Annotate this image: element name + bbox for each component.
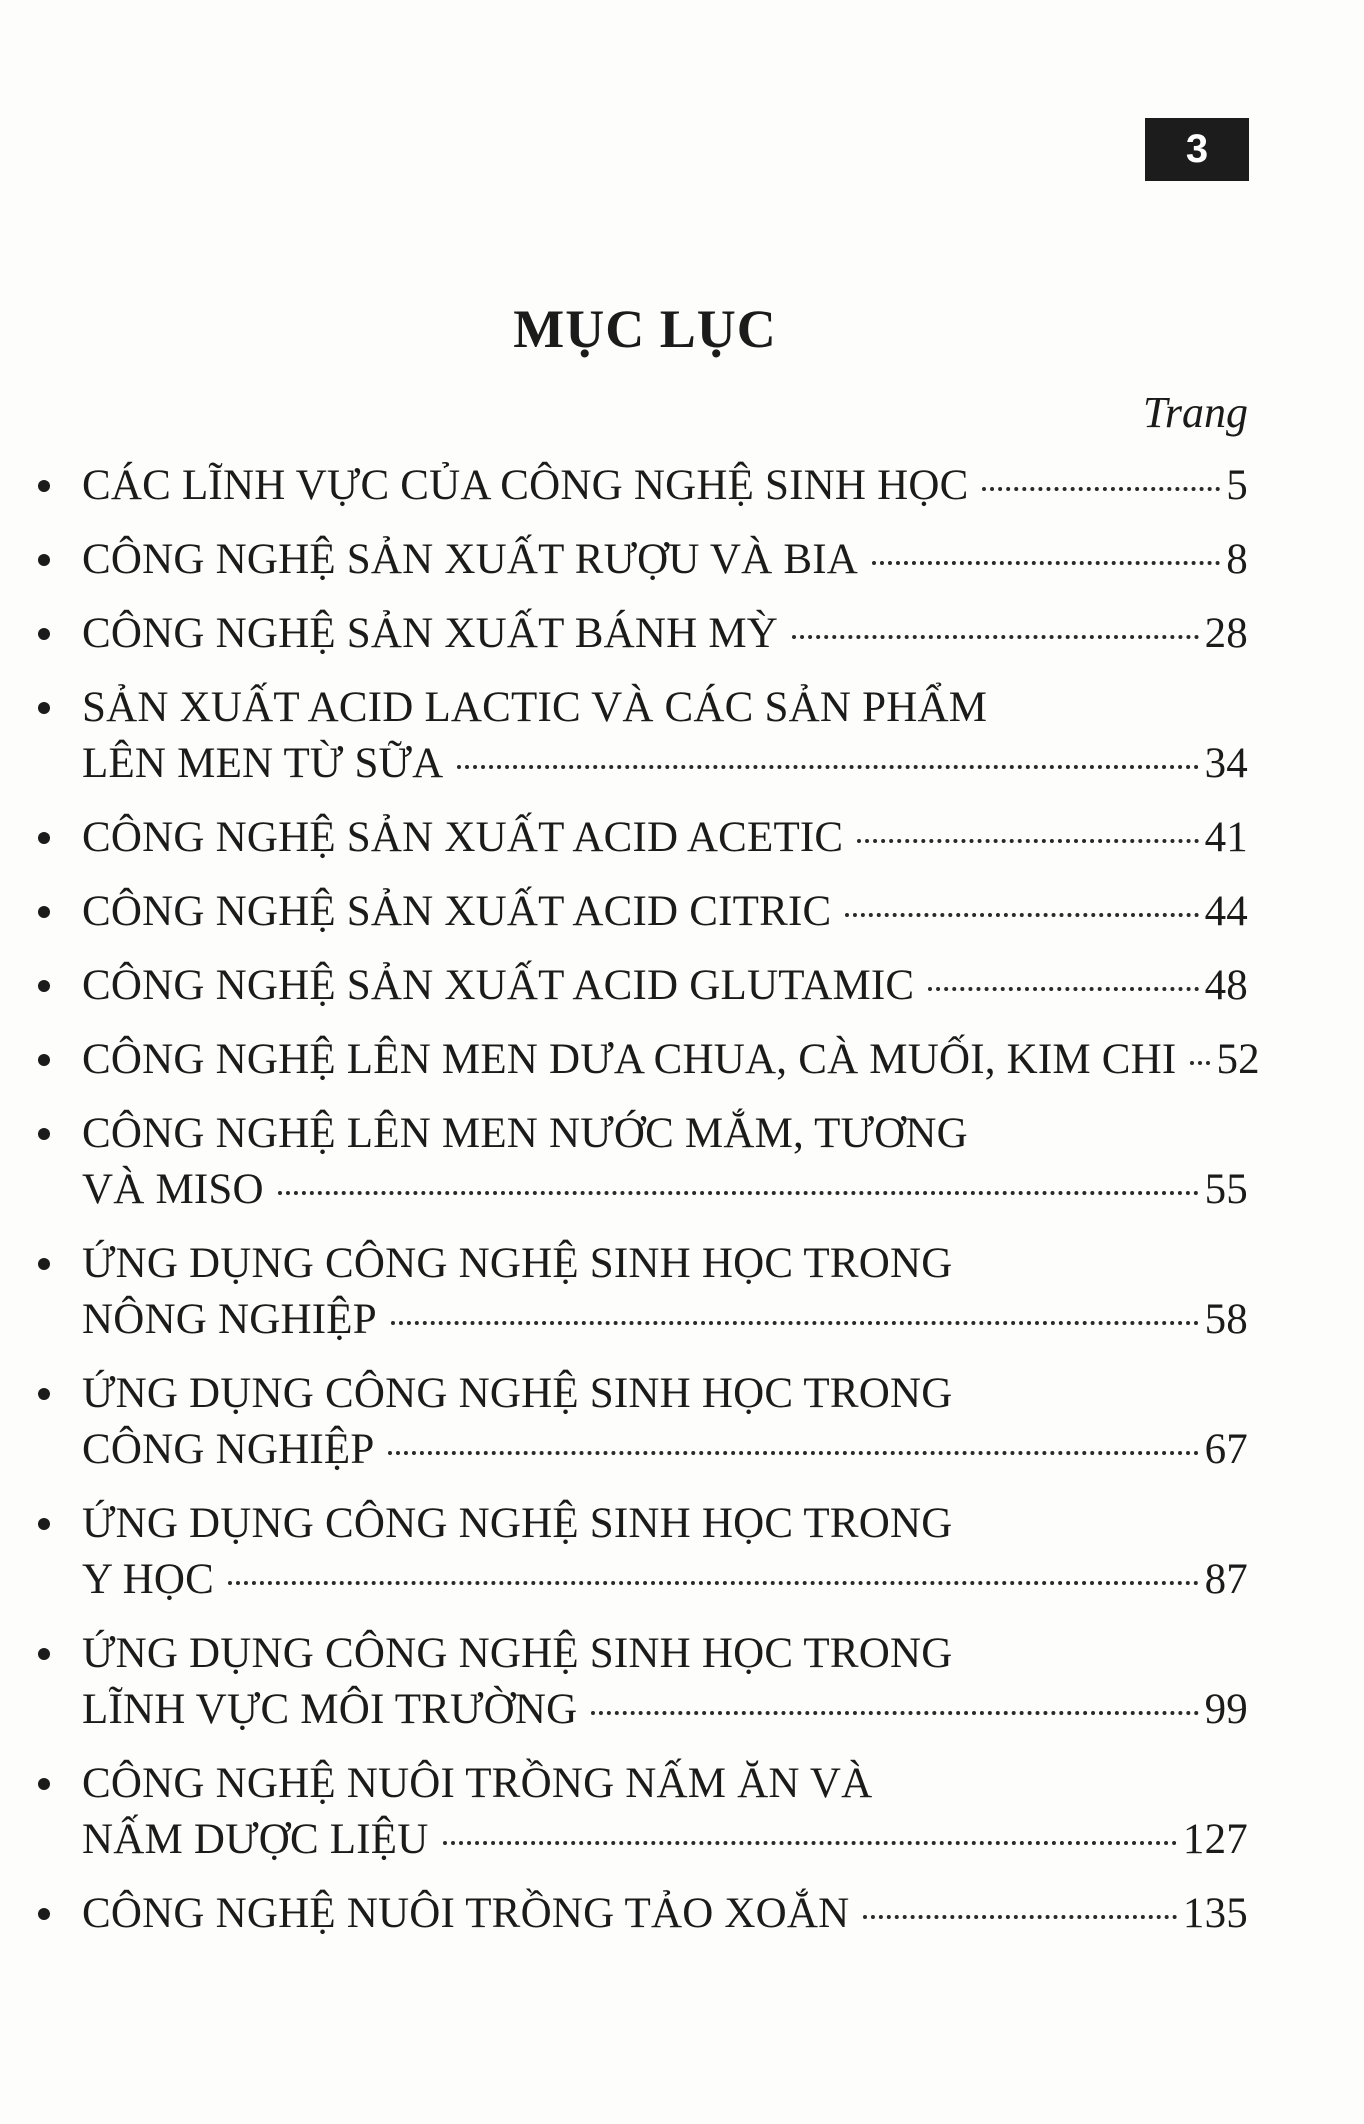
toc-page-number: 99 xyxy=(1204,1686,1248,1733)
dot-leader xyxy=(391,1321,1199,1325)
toc-entry xyxy=(36,1366,1248,1478)
dot-leader xyxy=(857,839,1198,843)
toc-entry-last-line xyxy=(82,958,1248,1014)
toc-entry-title-line: CÔNG NGHIỆP xyxy=(82,1426,375,1473)
toc-entry-title-line: CÔNG NGHỆ SẢN XUẤT ACID GLUTAMIC xyxy=(82,962,915,1009)
toc-entry-title-line: ỨNG DỤNG CÔNG NGHỆ SINH HỌC TRONG xyxy=(82,1370,953,1417)
toc-entry-title-line: NẤM DƯỢC LIỆU xyxy=(82,1816,429,1863)
toc-entry-title-line: VÀ MISO xyxy=(82,1166,264,1213)
toc-entry-title-line: Y HỌC xyxy=(82,1556,214,1603)
toc-entry-last-line xyxy=(82,1162,1248,1218)
bullet-icon xyxy=(38,906,50,918)
toc-entry xyxy=(36,1626,1248,1738)
toc-page-number: 58 xyxy=(1204,1296,1248,1343)
toc-entry xyxy=(36,1756,1248,1868)
toc-entry-title-line: CÔNG NGHỆ SẢN XUẤT BÁNH MỲ xyxy=(82,610,779,657)
toc-page-number: 5 xyxy=(1226,462,1248,509)
toc-entry-last-line xyxy=(82,532,1248,588)
dot-leader xyxy=(457,765,1198,769)
bullet-icon xyxy=(38,1908,50,1920)
toc-entry-title-line: LĨNH VỰC MÔI TRƯỜNG xyxy=(82,1686,578,1733)
dot-leader xyxy=(863,1915,1176,1919)
toc-entry-last-line xyxy=(82,1886,1248,1942)
bullet-icon xyxy=(38,1388,50,1400)
bullet-icon xyxy=(38,554,50,566)
dot-leader xyxy=(388,1451,1198,1455)
bullet-icon xyxy=(38,480,50,492)
toc-entry-title-line: CÔNG NGHỆ SẢN XUẤT ACID CITRIC xyxy=(82,888,832,935)
toc-entry-last-line xyxy=(82,1292,1248,1348)
toc-entry xyxy=(36,958,1248,1014)
toc-entry-last-line xyxy=(82,1032,1260,1088)
page-number-badge: 3 xyxy=(1145,118,1249,181)
toc-page-number: 34 xyxy=(1204,740,1248,787)
dot-leader xyxy=(928,987,1198,991)
dot-leader xyxy=(1190,1061,1210,1065)
toc-entry-title-line: ỨNG DỤNG CÔNG NGHỆ SINH HỌC TRONG xyxy=(82,1240,953,1287)
toc-entry xyxy=(36,1886,1248,1942)
toc-entry-last-line xyxy=(82,1552,1248,1608)
dot-leader xyxy=(278,1191,1199,1195)
dot-leader xyxy=(591,1711,1198,1715)
toc-entry xyxy=(36,884,1248,940)
toc-entry xyxy=(36,532,1248,588)
toc-entry-title-line: CÔNG NGHỆ SẢN XUẤT ACID ACETIC xyxy=(82,814,844,861)
toc-page-number: 55 xyxy=(1204,1166,1248,1213)
dot-leader xyxy=(872,561,1220,565)
toc-entry-last-line xyxy=(82,458,1248,514)
toc-page-number: 41 xyxy=(1204,814,1248,861)
toc-entry-title-line: CÔNG NGHỆ NUÔI TRỒNG NẤM ĂN VÀ xyxy=(82,1760,873,1807)
toc-entry xyxy=(36,606,1248,662)
toc-page-number: 87 xyxy=(1204,1556,1248,1603)
bullet-icon xyxy=(38,628,50,640)
toc-entry-last-line xyxy=(82,1422,1248,1478)
toc-page-number: 52 xyxy=(1216,1036,1260,1083)
toc-page-number: 44 xyxy=(1204,888,1248,935)
bullet-icon xyxy=(38,702,50,714)
toc-entry-last-line xyxy=(82,606,1248,662)
page-title: MỤC LỤC xyxy=(513,299,777,359)
toc-entry-title-line: ỨNG DỤNG CÔNG NGHỆ SINH HỌC TRONG xyxy=(82,1630,953,1677)
toc-entry-last-line xyxy=(82,810,1248,866)
toc-page-number: 8 xyxy=(1226,536,1248,583)
toc-entry-title-line: ỨNG DỤNG CÔNG NGHỆ SINH HỌC TRONG xyxy=(82,1500,953,1547)
bullet-icon xyxy=(38,832,50,844)
dot-leader xyxy=(792,635,1199,639)
toc-entry xyxy=(36,1496,1248,1608)
toc-entry-title-line: CÔNG NGHỆ LÊN MEN NƯỚC MẮM, TƯƠNG xyxy=(82,1110,968,1157)
toc-entry-title-line: CÔNG NGHỆ NUÔI TRỒNG TẢO XOẮN xyxy=(82,1890,850,1937)
dot-leader xyxy=(443,1841,1177,1845)
dot-leader xyxy=(228,1581,1199,1585)
bullet-icon xyxy=(38,1054,50,1066)
toc-entry-title-line: SẢN XUẤT ACID LACTIC VÀ CÁC SẢN PHẨM xyxy=(82,684,988,731)
toc-entry-last-line xyxy=(82,884,1248,940)
toc-entry-last-line xyxy=(82,736,1248,792)
page-column-label: Trang xyxy=(1142,388,1248,437)
toc-page-number: 67 xyxy=(1204,1426,1248,1473)
toc-entry-title-line: CÔNG NGHỆ LÊN MEN DƯA CHUA, CÀ MUỐI, KIM CHI xyxy=(82,1036,1177,1083)
toc-entry-title-line: CÁC LĨNH VỰC CỦA CÔNG NGHỆ SINH HỌC xyxy=(82,462,969,509)
toc-entry xyxy=(36,1032,1260,1088)
toc-entry xyxy=(36,1106,1248,1218)
toc-page-number: 28 xyxy=(1204,610,1248,657)
toc-entry xyxy=(36,1236,1248,1348)
bullet-icon xyxy=(38,1258,50,1270)
toc-entry-title-line: LÊN MEN TỪ SỮA xyxy=(82,740,444,787)
toc-page-number: 48 xyxy=(1204,962,1248,1009)
dot-leader xyxy=(982,487,1220,491)
bullet-icon xyxy=(38,1128,50,1140)
bullet-icon xyxy=(38,1778,50,1790)
toc-entry xyxy=(36,810,1248,866)
bullet-icon xyxy=(38,1518,50,1530)
toc-entry xyxy=(36,458,1248,514)
toc-entry xyxy=(36,680,1248,792)
toc-entry-title-line: CÔNG NGHỆ SẢN XUẤT RƯỢU VÀ BIA xyxy=(82,536,858,583)
bullet-icon xyxy=(38,1648,50,1660)
toc-entry-title-line: NÔNG NGHIỆP xyxy=(82,1296,377,1343)
toc-entry-last-line xyxy=(82,1682,1248,1738)
dot-leader xyxy=(845,913,1198,917)
toc-page-number: 127 xyxy=(1182,1816,1248,1863)
toc-entry-last-line xyxy=(82,1812,1248,1868)
table-of-contents xyxy=(36,458,1260,1960)
bullet-icon xyxy=(38,980,50,992)
toc-page-number: 135 xyxy=(1182,1890,1248,1937)
